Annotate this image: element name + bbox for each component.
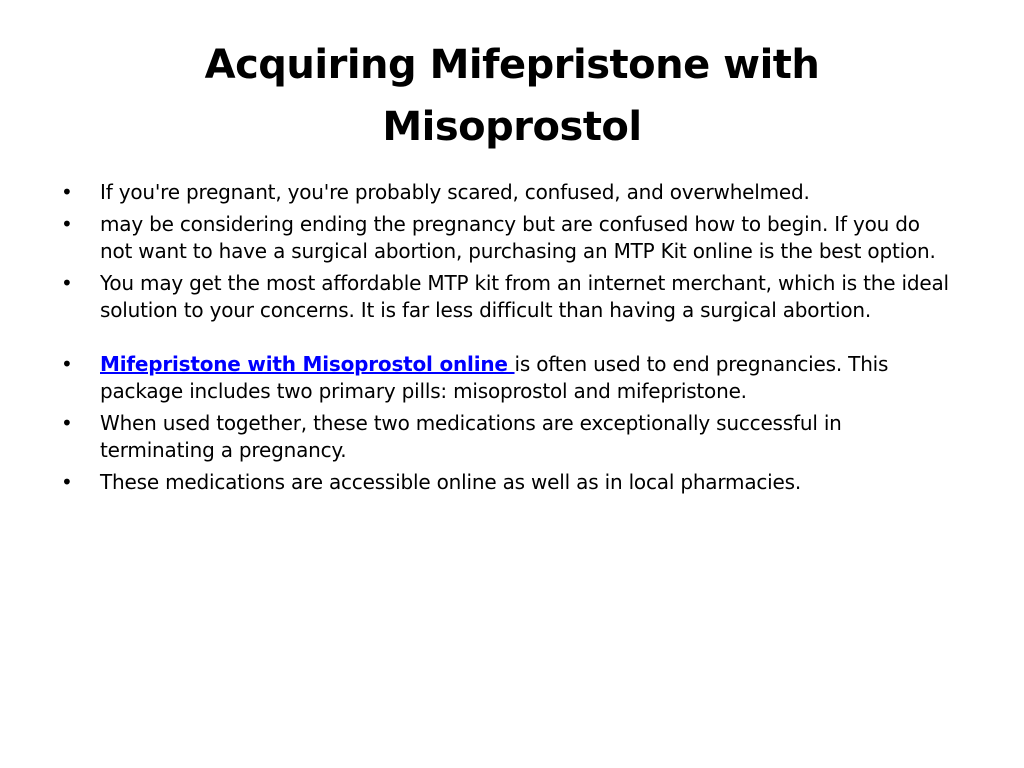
bullet-text: If you're pregnant, you're probably scared, confused, and overwhelmed.: [100, 180, 810, 204]
bullet-item: [58, 410, 958, 465]
title-line-2: Misoprostol: [382, 104, 642, 150]
bullet-item: [58, 270, 958, 325]
bullet-icon: •: [61, 410, 73, 435]
bullet-text: When used together, these two medications are exceptionally successful in terminating a pregnancy.: [100, 410, 842, 462]
title-line-1: Acquiring Mifepristone with: [204, 42, 820, 88]
bullet-icon: •: [61, 351, 73, 376]
bullet-text: You may get the most affordable MTP kit from an internet merchant, which is the ideal solution to your concerns. It is far less difficult than having a surgical abortion.: [100, 270, 949, 322]
mifepristone-misoprostol-link[interactable]: Mifepristone with Misoprostol online: [100, 351, 515, 376]
bullet-icon: •: [61, 180, 73, 204]
bullet-text: may be considering ending the pregnancy but are confused how to begin. If you do not want to have a surgical abortion, purchasing an MTP Kit online is the best option.: [100, 211, 936, 263]
bullet-item: [58, 351, 958, 406]
bullet-item: [58, 211, 958, 266]
bullet-icon: •: [61, 469, 73, 494]
slide-title: [60, 34, 964, 158]
bullet-icon: •: [61, 211, 73, 236]
bullet-item: [58, 469, 958, 497]
bullet-icon: •: [61, 270, 73, 295]
bullet-text: These medications are accessible online as well as in local pharmacies.: [100, 469, 802, 494]
bullet-list: [58, 179, 958, 500]
bullet-item: [58, 179, 958, 207]
bullet-text: is often used to end pregnancies. This package includes two primary pills: misoprostol and mifepristone.: [100, 351, 889, 403]
